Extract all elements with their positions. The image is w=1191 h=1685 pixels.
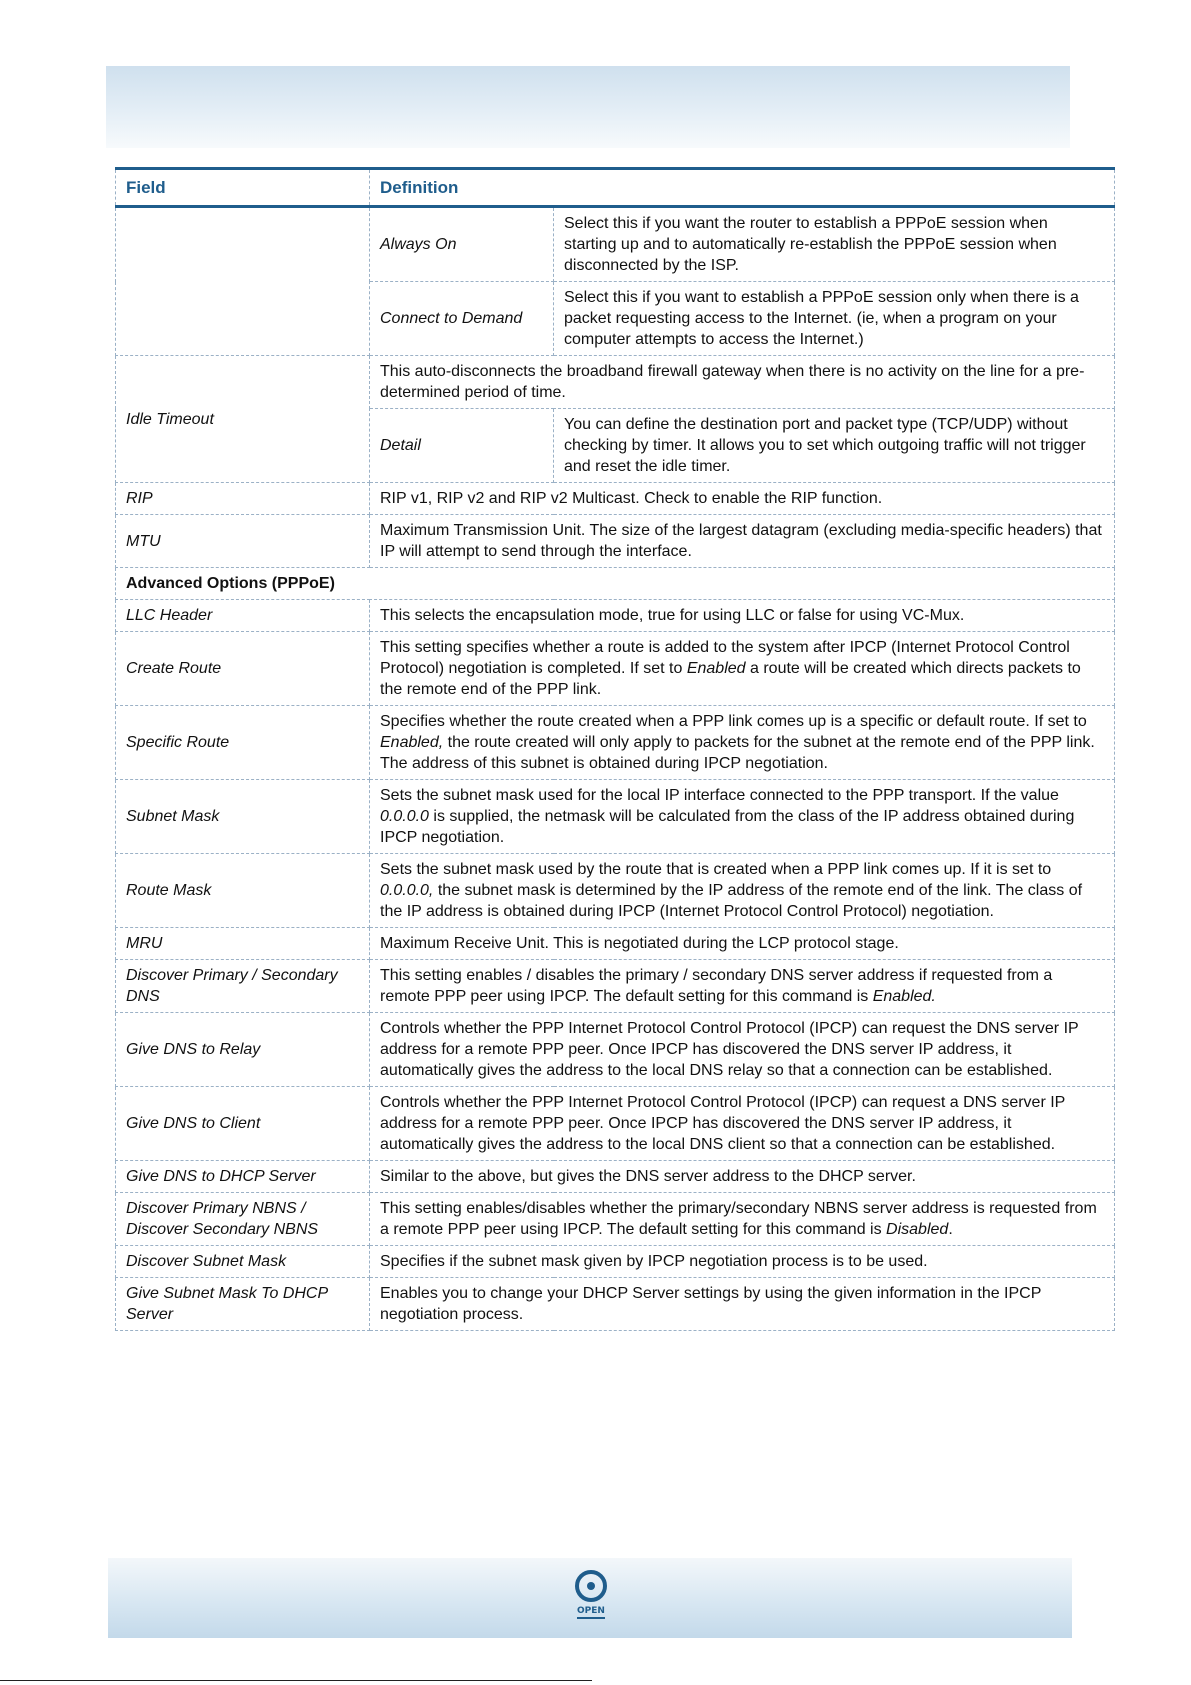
field-cell: Give Subnet Mask To DHCP Server [116,1278,370,1331]
bottom-rule [0,1680,592,1681]
section-row [116,568,1115,600]
table-row [116,854,1115,928]
field-cell: RIP [116,483,370,515]
definition-cell: This setting enables/disables whether the primary/secondary NBNS server address is requested from a remote PPP peer using IPCP. The default setting for this command is Disabled. [370,1193,1115,1246]
definition-cell: Select this if you want the router to establish a PPPoE session when starting up and to automatically re-establish the PPPoE session when disconnected by the ISP. [554,207,1115,282]
field-cell: Give DNS to DHCP Server [116,1161,370,1193]
table-row [116,1013,1115,1087]
definition-cell: Maximum Receive Unit. This is negotiated during the LCP protocol stage. [370,928,1115,960]
field-cell: Specific Route [116,706,370,780]
definition-cell: Sets the subnet mask used for the local IP interface connected to the PPP transport. If the value 0.0.0.0 is supplied, the netmask will be calculated from the class of the IP address obtained during IPCP negotiation. [370,780,1115,854]
field-cell: MTU [116,515,370,568]
definition-cell: RIP v1, RIP v2 and RIP v2 Multicast. Check to enable the RIP function. [370,483,1115,515]
table-row [116,483,1115,515]
definition-cell: This auto-disconnects the broadband firewall gateway when there is no activity on the line for a pre-determined period of time. [370,356,1115,409]
definition-cell: Sets the subnet mask used by the route that is created when a PPP link comes up. If it is set to 0.0.0.0, the subnet mask is determined by the IP address of the remote end of the link. The class of the IP address is obtained during IPCP (Internet Protocol Control Protocol) negotiation. [370,854,1115,928]
field-cell: LLC Header [116,600,370,632]
field-cell: Route Mask [116,854,370,928]
field-cell: Idle Timeout [116,356,370,483]
table-row [116,960,1115,1013]
definition-cell: Maximum Transmission Unit. The size of the largest datagram (excluding media-specific headers) that IP will attempt to send through the interface. [370,515,1115,568]
field-cell: MRU [116,928,370,960]
definition-cell: Controls whether the PPP Internet Protocol Control Protocol (IPCP) can request the DNS server IP address for a remote PPP peer. Once IPCP has discovered the DNS server IP address, it automatically gives the address to the local DNS relay so that a connection can be established. [370,1013,1115,1087]
definition-cell: Specifies if the subnet mask given by IPCP negotiation process is to be used. [370,1246,1115,1278]
table-row [116,600,1115,632]
definition-cell: Select this if you want to establish a PPPoE session only when there is a packet requesting access to the Internet. (ie, when a program on your computer attempts to access the Internet.) [554,282,1115,356]
field-cell: Discover Primary / Secondary DNS [116,960,370,1013]
sub-label: Always On [370,207,554,282]
table-row [116,356,1115,409]
table-row [116,706,1115,780]
page-header-band [106,66,1070,148]
open-logo-icon [573,1568,609,1624]
definition-cell: This selects the encapsulation mode, true for using LLC or false for using VC-Mux. [370,600,1115,632]
table-row [116,1087,1115,1161]
field-cell: Give DNS to Relay [116,1013,370,1087]
table-row [116,632,1115,706]
definition-cell: Enables you to change your DHCP Server settings by using the given information in the IPCP negotiation process. [370,1278,1115,1331]
field-cell: Give DNS to Client [116,1087,370,1161]
field-cell-empty [116,207,370,356]
section-title: Advanced Options (PPPoE) [116,568,1115,600]
field-cell: Discover Primary NBNS / Discover Secondary NBNS [116,1193,370,1246]
table-row [116,1246,1115,1278]
definition-cell: Similar to the above, but gives the DNS server address to the DHCP server. [370,1161,1115,1193]
field-cell: Subnet Mask [116,780,370,854]
definition-cell: Specifies whether the route created when a PPP link comes up is a specific or default route. If set to Enabled, the route created will only apply to packets for the subnet at the remote end of the PPP link. The address of this subnet is obtained during IPCP negotiation. [370,706,1115,780]
sub-label: Connect to Demand [370,282,554,356]
logo-text: OPEN [577,1606,605,1616]
definition-cell: This setting specifies whether a route is added to the system after IPCP (Internet Protocol Control Protocol) negotiation is completed. If set to Enabled a route will be created which directs packets to the remote end of the PPP link. [370,632,1115,706]
definitions-table [115,167,1115,1331]
field-cell: Create Route [116,632,370,706]
definition-cell: This setting enables / disables the primary / secondary DNS server address if requested from a remote PPP peer using IPCP. The default setting for this command is Enabled. [370,960,1115,1013]
sub-label: Detail [370,409,554,483]
table-row [116,1278,1115,1331]
table-row [116,207,1115,282]
table-row [116,928,1115,960]
table-row [116,515,1115,568]
table-row [116,1161,1115,1193]
header-definition: Definition [370,169,1115,207]
definition-cell: You can define the destination port and packet type (TCP/UDP) without checking by timer. It allows you to set which outgoing traffic will not trigger and reset the idle timer. [554,409,1115,483]
definition-cell: Controls whether the PPP Internet Protocol Control Protocol (IPCP) can request a DNS server IP address for a remote PPP peer. Once IPCP has discovered the DNS server IP address, it automatically gives the address to the local DNS client so that a connection can be established. [370,1087,1115,1161]
table-header-row [116,169,1115,207]
header-field: Field [116,169,370,207]
table-row [116,1193,1115,1246]
field-cell: Discover Subnet Mask [116,1246,370,1278]
table-row [116,780,1115,854]
